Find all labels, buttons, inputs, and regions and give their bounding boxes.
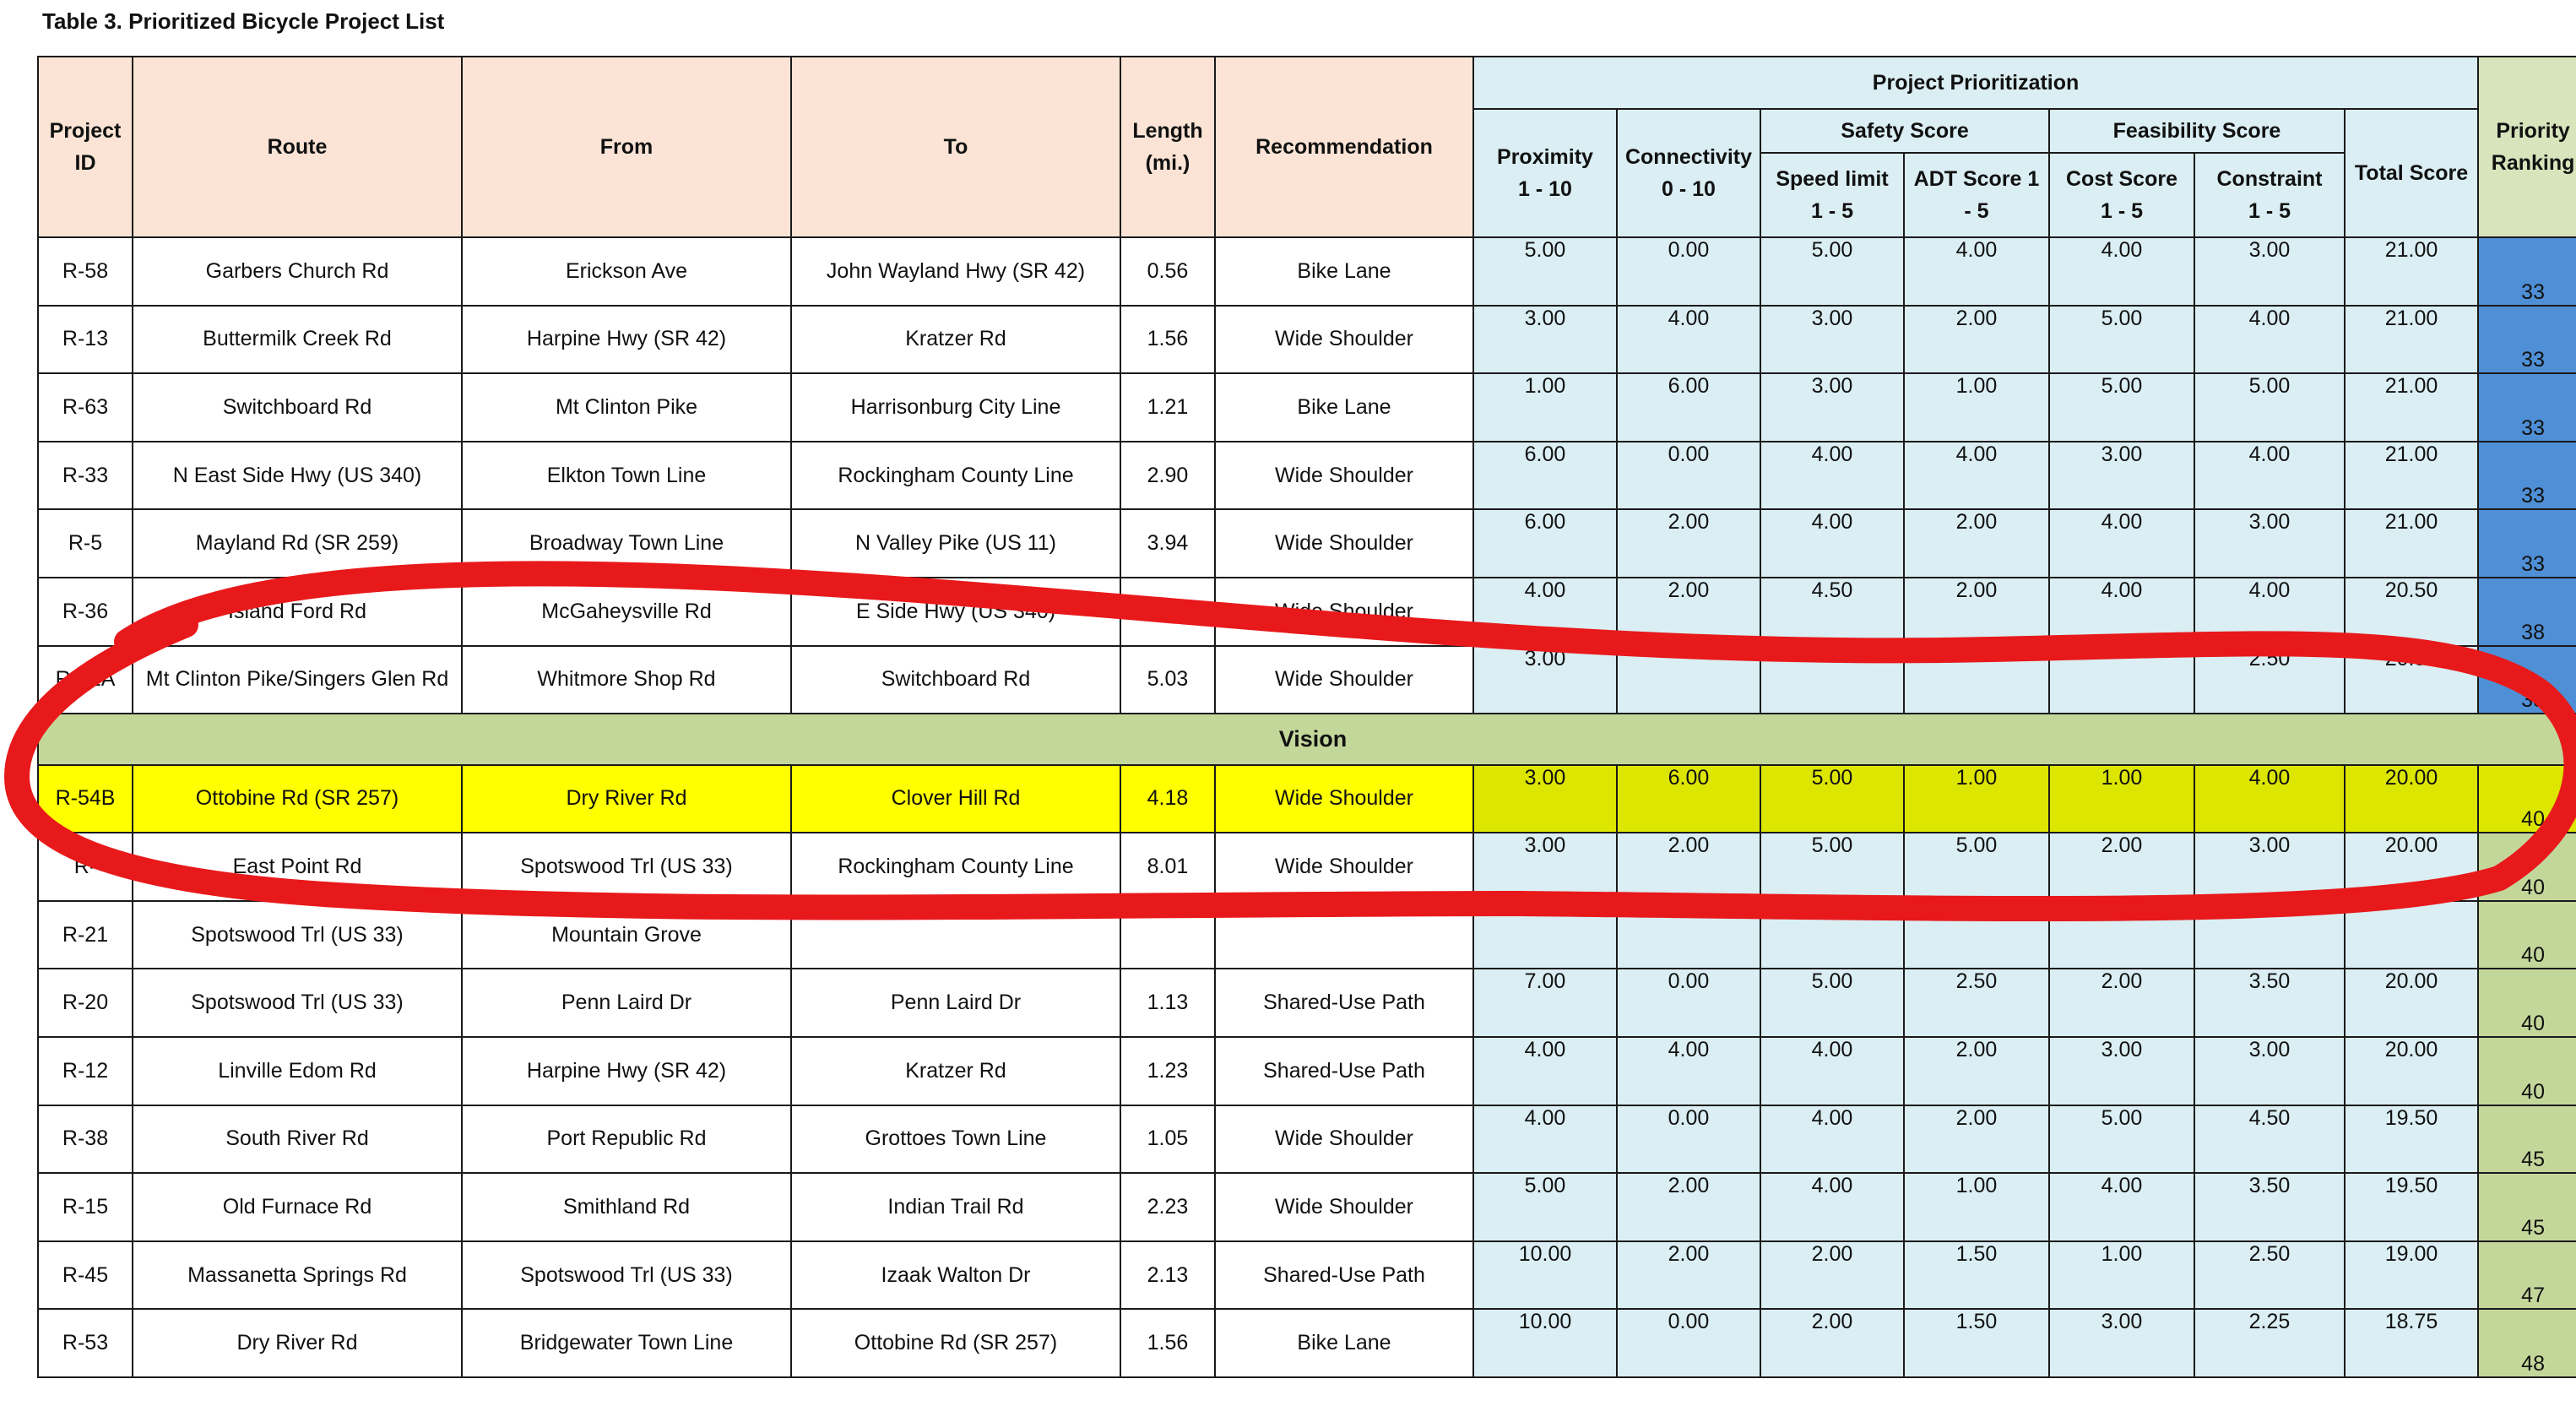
- table-row: [38, 833, 2576, 901]
- cell-proximity: 3.00: [1473, 646, 1617, 714]
- cell-to: Kratzer Rd: [791, 1037, 1120, 1105]
- cell-proximity: 4.00: [1473, 1037, 1617, 1105]
- cell-priority-ranking: 33: [2478, 442, 2576, 510]
- header-cost-score-range: 1 - 5: [2100, 199, 2144, 223]
- cell-speed-limit: 2.00: [1760, 1309, 1904, 1377]
- cell-priority-ranking: 40: [2478, 1037, 2576, 1105]
- header-feasibility-score: Feasibility Score: [2049, 109, 2345, 153]
- cell-total-score: 19.00: [2345, 1241, 2478, 1310]
- cell-proximity: 6.00: [1473, 509, 1617, 578]
- header-cost-score: [2049, 153, 2194, 237]
- cell-route: South River Rd: [133, 1105, 462, 1174]
- cell-route: Ottobine Rd (SR 257): [133, 765, 462, 833]
- cell-project-id: R-21: [38, 901, 133, 969]
- cell-speed-limit: 4.00: [1760, 1037, 1904, 1105]
- cell-recommendation: Shared-Use Path: [1215, 969, 1473, 1037]
- cell-constraint: 2.50: [2194, 1241, 2345, 1310]
- table-row: [38, 646, 2576, 714]
- cell-speed-limit: 4.00: [1760, 442, 1904, 510]
- cell-length: 0.56: [1120, 237, 1215, 306]
- cell-adt-score: 1.50: [1904, 1309, 2049, 1377]
- cell-to: Clover Hill Rd: [791, 765, 1120, 833]
- cell-total-score: 19.50: [2345, 1105, 2478, 1174]
- cell-project-id: R-36: [38, 578, 133, 646]
- cell-proximity: 1.00: [1473, 373, 1617, 442]
- cell-length: 4.18: [1120, 765, 1215, 833]
- cell-recommendation: Bike Lane: [1215, 237, 1473, 306]
- cell-connectivity: 0.00: [1617, 1309, 1760, 1377]
- cell-recommendation: Wide Shoulder: [1215, 442, 1473, 510]
- table-row: [38, 1241, 2576, 1310]
- cell-priority-ranking: 33: [2478, 509, 2576, 578]
- cell-from: Mountain Grove: [462, 901, 791, 969]
- cell-adt-score: 1.00: [1904, 373, 2049, 442]
- cell-speed-limit: 4.00: [1760, 1105, 1904, 1174]
- cell-priority-ranking: 40: [2478, 969, 2576, 1037]
- table-row: [38, 969, 2576, 1037]
- cell-route: Spotswood Trl (US 33): [133, 901, 462, 969]
- cell-total-score: 20.00: [2345, 1037, 2478, 1105]
- cell-total-score: [2345, 901, 2478, 969]
- cell-constraint: 3.50: [2194, 969, 2345, 1037]
- cell-proximity: 3.00: [1473, 306, 1617, 374]
- header-proximity-label: Proximity: [1497, 145, 1593, 169]
- header-connectivity-label: Connectivity: [1624, 145, 1753, 169]
- header-route: Route: [133, 57, 462, 237]
- header-connectivity: [1617, 109, 1760, 237]
- cell-cost-score: 4.00: [2049, 578, 2194, 646]
- cell-length: [1120, 901, 1215, 969]
- cell-route: Dry River Rd: [133, 1309, 462, 1377]
- cell-route: Spotswood Trl (US 33): [133, 969, 462, 1037]
- cell-route: Garbers Church Rd: [133, 237, 462, 306]
- cell-adt-score: 2.00: [1904, 1105, 2049, 1174]
- cell-connectivity: 2.00: [1617, 509, 1760, 578]
- cell-to: Harrisonburg City Line: [791, 373, 1120, 442]
- cell-constraint: 3.00: [2194, 1037, 2345, 1105]
- cell-project-id: R-62A: [38, 646, 133, 714]
- cell-to: E Side Hwy (US 340): [791, 578, 1120, 646]
- cell-priority-ranking: 45: [2478, 1105, 2576, 1174]
- cell-to: Ottobine Rd (SR 257): [791, 1309, 1120, 1377]
- cell-constraint: 3.50: [2194, 1173, 2345, 1241]
- cell-priority-ranking: 38: [2478, 578, 2576, 646]
- cell-constraint: [2194, 901, 2345, 969]
- table-row: [38, 442, 2576, 510]
- header-constraint-range: 1 - 5: [2248, 199, 2291, 223]
- cell-adt-score: 2.00: [1904, 306, 2049, 374]
- cell-route: Mt Clinton Pike/Singers Glen Rd: [133, 646, 462, 714]
- cell-proximity: 4.00: [1473, 578, 1617, 646]
- cell-length: 3.94: [1120, 509, 1215, 578]
- cell-priority-ranking: 38: [2478, 646, 2576, 714]
- header-project-prioritization: Project Prioritization: [1473, 57, 2478, 109]
- cell-speed-limit: 3.00: [1760, 306, 1904, 374]
- cell-adt-score: 2.00: [1904, 578, 2049, 646]
- cell-length: 1.56: [1120, 1309, 1215, 1377]
- cell-project-id: R-38: [38, 1105, 133, 1174]
- cell-to: [791, 901, 1120, 969]
- cell-from: Spotswood Trl (US 33): [462, 833, 791, 901]
- cell-project-id: R-53: [38, 1309, 133, 1377]
- cell-route: Massanetta Springs Rd: [133, 1241, 462, 1310]
- cell-proximity: 7.00: [1473, 969, 1617, 1037]
- header-speed-limit: [1760, 153, 1904, 237]
- cell-constraint: 3.00: [2194, 509, 2345, 578]
- cell-length: 1.21: [1120, 373, 1215, 442]
- cell-from: McGaheysville Rd: [462, 578, 791, 646]
- cell-length: 1.56: [1120, 306, 1215, 374]
- cell-cost-score: 4.00: [2049, 509, 2194, 578]
- cell-route: Island Ford Rd: [133, 578, 462, 646]
- cell-route: Switchboard Rd: [133, 373, 462, 442]
- cell-project-id: R-58: [38, 237, 133, 306]
- cell-to: Rockingham County Line: [791, 833, 1120, 901]
- cell-priority-ranking: 45: [2478, 1173, 2576, 1241]
- table-row: [38, 1309, 2576, 1377]
- cell-adt-score: 4.00: [1904, 442, 2049, 510]
- cell-project-id: R-54B: [38, 765, 133, 833]
- cell-proximity: 4.00: [1473, 1105, 1617, 1174]
- cell-connectivity: 0.00: [1617, 237, 1760, 306]
- header-constraint: [2194, 153, 2345, 237]
- cell-to: Izaak Walton Dr: [791, 1241, 1120, 1310]
- cell-cost-score: 4.00: [2049, 1173, 2194, 1241]
- cell-total-score: 21.00: [2345, 237, 2478, 306]
- cell-project-id: R-63: [38, 373, 133, 442]
- cell-proximity: 6.00: [1473, 442, 1617, 510]
- cell-total-score: 20.00: [2345, 833, 2478, 901]
- cell-total-score: 21.00: [2345, 509, 2478, 578]
- cell-length: 1.23: [1120, 1037, 1215, 1105]
- header-speed-limit-label: Speed limit: [1776, 167, 1889, 191]
- cell-priority-ranking: 33: [2478, 237, 2576, 306]
- bicycle-project-table: [37, 56, 2576, 1378]
- cell-proximity: [1473, 901, 1617, 969]
- table-row: [38, 901, 2576, 969]
- cell-recommendation: Wide Shoulder: [1215, 765, 1473, 833]
- cell-adt-score: [1904, 646, 2049, 714]
- cell-length: 2.67: [1120, 578, 1215, 646]
- cell-adt-score: 2.00: [1904, 1037, 2049, 1105]
- cell-constraint: 4.00: [2194, 442, 2345, 510]
- cell-cost-score: 4.00: [2049, 237, 2194, 306]
- cell-from: Erickson Ave: [462, 237, 791, 306]
- table-body: [38, 237, 2576, 1377]
- cell-route: Old Furnace Rd: [133, 1173, 462, 1241]
- table-row: [38, 509, 2576, 578]
- cell-connectivity: 6.00: [1617, 373, 1760, 442]
- table-row: [38, 373, 2576, 442]
- cell-recommendation: [1215, 901, 1473, 969]
- cell-from: Mt Clinton Pike: [462, 373, 791, 442]
- cell-recommendation: Wide Shoulder: [1215, 306, 1473, 374]
- cell-adt-score: 1.00: [1904, 765, 2049, 833]
- header-cost-score-label: Cost Score: [2066, 167, 2177, 191]
- cell-project-id: R-45: [38, 1241, 133, 1310]
- cell-speed-limit: 4.50: [1760, 578, 1904, 646]
- cell-priority-ranking: 33: [2478, 373, 2576, 442]
- cell-recommendation: Bike Lane: [1215, 1309, 1473, 1377]
- cell-connectivity: 2.00: [1617, 833, 1760, 901]
- cell-total-score: 21.00: [2345, 373, 2478, 442]
- cell-cost-score: 3.00: [2049, 442, 2194, 510]
- cell-connectivity: 0.00: [1617, 1105, 1760, 1174]
- vision-section-row: [38, 714, 2576, 764]
- cell-priority-ranking: 40: [2478, 833, 2576, 901]
- header-project-id: Project ID: [38, 57, 133, 237]
- cell-route: Buttermilk Creek Rd: [133, 306, 462, 374]
- cell-cost-score: 2.00: [2049, 833, 2194, 901]
- cell-from: Smithland Rd: [462, 1173, 791, 1241]
- cell-from: Dry River Rd: [462, 765, 791, 833]
- table-row: [38, 578, 2576, 646]
- cell-connectivity: 2.00: [1617, 578, 1760, 646]
- header-from: From: [462, 57, 791, 237]
- cell-length: 1.05: [1120, 1105, 1215, 1174]
- cell-from: Spotswood Trl (US 33): [462, 1241, 791, 1310]
- cell-connectivity: 6.00: [1617, 765, 1760, 833]
- cell-to: Grottoes Town Line: [791, 1105, 1120, 1174]
- cell-project-id: R-15: [38, 1173, 133, 1241]
- cell-speed-limit: 5.00: [1760, 969, 1904, 1037]
- cell-route: Mayland Rd (SR 259): [133, 509, 462, 578]
- cell-connectivity: 4.00: [1617, 1037, 1760, 1105]
- cell-speed-limit: 3.00: [1760, 373, 1904, 442]
- cell-length: 5.03: [1120, 646, 1215, 714]
- cell-project-id: R-33: [38, 442, 133, 510]
- cell-total-score: 21.00: [2345, 442, 2478, 510]
- cell-length: 2.90: [1120, 442, 1215, 510]
- cell-speed-limit: 4.00: [1760, 509, 1904, 578]
- cell-constraint: 2.50: [2194, 646, 2345, 714]
- table-row: [38, 306, 2576, 374]
- cell-recommendation: Shared-Use Path: [1215, 1037, 1473, 1105]
- cell-constraint: 4.00: [2194, 578, 2345, 646]
- cell-speed-limit: 5.00: [1760, 237, 1904, 306]
- header-recommendation: Recommendation: [1215, 57, 1473, 237]
- cell-from: Bridgewater Town Line: [462, 1309, 791, 1377]
- cell-cost-score: [2049, 646, 2194, 714]
- vision-label: Vision: [38, 714, 2576, 764]
- cell-connectivity: [1617, 646, 1760, 714]
- cell-speed-limit: 5.00: [1760, 765, 1904, 833]
- cell-adt-score: 4.00: [1904, 237, 2049, 306]
- header-to: To: [791, 57, 1120, 237]
- cell-priority-ranking: 40: [2478, 901, 2576, 969]
- header-total-score: Total Score: [2345, 109, 2478, 237]
- header-length: Length (mi.): [1120, 57, 1215, 237]
- cell-speed-limit: [1760, 646, 1904, 714]
- cell-length: 2.13: [1120, 1241, 1215, 1310]
- cell-to: Indian Trail Rd: [791, 1173, 1120, 1241]
- cell-project-id: R-13: [38, 306, 133, 374]
- cell-priority-ranking: 40: [2478, 765, 2576, 833]
- cell-length: 2.23: [1120, 1173, 1215, 1241]
- cell-proximity: 10.00: [1473, 1309, 1617, 1377]
- cell-recommendation: Wide Shoulder: [1215, 1173, 1473, 1241]
- cell-proximity: 3.00: [1473, 765, 1617, 833]
- cell-speed-limit: 5.00: [1760, 833, 1904, 901]
- cell-length: 8.01: [1120, 833, 1215, 901]
- table-row: [38, 237, 2576, 306]
- cell-speed-limit: [1760, 901, 1904, 969]
- cell-route: East Point Rd: [133, 833, 462, 901]
- cell-to: John Wayland Hwy (SR 42): [791, 237, 1120, 306]
- cell-adt-score: 1.50: [1904, 1241, 2049, 1310]
- header-speed-limit-range: 1 - 5: [1810, 199, 1854, 223]
- cell-speed-limit: 2.00: [1760, 1241, 1904, 1310]
- cell-route: Linville Edom Rd: [133, 1037, 462, 1105]
- cell-from: Broadway Town Line: [462, 509, 791, 578]
- cell-to: Rockingham County Line: [791, 442, 1120, 510]
- cell-recommendation: Wide Shoulder: [1215, 1105, 1473, 1174]
- cell-cost-score: 1.00: [2049, 1241, 2194, 1310]
- cell-recommendation: Wide Shoulder: [1215, 833, 1473, 901]
- cell-constraint: 3.00: [2194, 833, 2345, 901]
- cell-from: Harpine Hwy (SR 42): [462, 306, 791, 374]
- table-row: [38, 1037, 2576, 1105]
- cell-from: Harpine Hwy (SR 42): [462, 1037, 791, 1105]
- table-caption: Table 3. Prioritized Bicycle Project List: [42, 8, 445, 34]
- cell-cost-score: 5.00: [2049, 1105, 2194, 1174]
- cell-total-score: 21.00: [2345, 306, 2478, 374]
- header-priority-ranking: Priority Ranking: [2478, 57, 2576, 237]
- cell-total-score: 18.75: [2345, 1309, 2478, 1377]
- cell-cost-score: 2.00: [2049, 969, 2194, 1037]
- cell-proximity: 10.00: [1473, 1241, 1617, 1310]
- cell-recommendation: Bike Lane: [1215, 373, 1473, 442]
- cell-proximity: 5.00: [1473, 1173, 1617, 1241]
- cell-from: Elkton Town Line: [462, 442, 791, 510]
- cell-cost-score: 3.00: [2049, 1037, 2194, 1105]
- header-proximity-range: 1 - 10: [1518, 177, 1572, 201]
- cell-priority-ranking: 33: [2478, 306, 2576, 374]
- cell-speed-limit: 4.00: [1760, 1173, 1904, 1241]
- cell-adt-score: 5.00: [1904, 833, 2049, 901]
- cell-priority-ranking: 48: [2478, 1309, 2576, 1377]
- cell-total-score: 20.00: [2345, 765, 2478, 833]
- cell-total-score: 20.00: [2345, 969, 2478, 1037]
- cell-project-id: R-20: [38, 969, 133, 1037]
- cell-from: Whitmore Shop Rd: [462, 646, 791, 714]
- cell-from: Port Republic Rd: [462, 1105, 791, 1174]
- cell-constraint: 4.00: [2194, 306, 2345, 374]
- cell-adt-score: 1.00: [1904, 1173, 2049, 1241]
- header-connectivity-range: 0 - 10: [1662, 177, 1716, 201]
- cell-connectivity: [1617, 901, 1760, 969]
- header-adt-score: ADT Score 1 - 5: [1904, 153, 2049, 237]
- cell-project-id: R-5: [38, 509, 133, 578]
- cell-cost-score: 5.00: [2049, 373, 2194, 442]
- cell-recommendation: Wide Shoulder: [1215, 509, 1473, 578]
- cell-total-score: 20.50: [2345, 646, 2478, 714]
- cell-length: 1.13: [1120, 969, 1215, 1037]
- cell-total-score: 20.50: [2345, 578, 2478, 646]
- cell-connectivity: 2.00: [1617, 1173, 1760, 1241]
- cell-to: N Valley Pike (US 11): [791, 509, 1120, 578]
- cell-project-id: R-: [38, 833, 133, 901]
- cell-adt-score: [1904, 901, 2049, 969]
- cell-to: Penn Laird Dr: [791, 969, 1120, 1037]
- cell-priority-ranking: 47: [2478, 1241, 2576, 1310]
- cell-proximity: 5.00: [1473, 237, 1617, 306]
- cell-connectivity: 0.00: [1617, 969, 1760, 1037]
- cell-proximity: 3.00: [1473, 833, 1617, 901]
- cell-to: Kratzer Rd: [791, 306, 1120, 374]
- table-row: [38, 1105, 2576, 1174]
- cell-constraint: 2.25: [2194, 1309, 2345, 1377]
- header-proximity: [1473, 109, 1617, 237]
- cell-cost-score: [2049, 901, 2194, 969]
- cell-from: Penn Laird Dr: [462, 969, 791, 1037]
- cell-total-score: 19.50: [2345, 1173, 2478, 1241]
- header-constraint-label: Constraint: [2216, 167, 2323, 191]
- cell-recommendation: Wide Shoulder: [1215, 646, 1473, 714]
- cell-connectivity: 4.00: [1617, 306, 1760, 374]
- cell-route: N East Side Hwy (US 340): [133, 442, 462, 510]
- cell-adt-score: 2.00: [1904, 509, 2049, 578]
- cell-connectivity: 2.00: [1617, 1241, 1760, 1310]
- cell-cost-score: 1.00: [2049, 765, 2194, 833]
- cell-recommendation: Shared-Use Path: [1215, 1241, 1473, 1310]
- cell-adt-score: 2.50: [1904, 969, 2049, 1037]
- cell-cost-score: 5.00: [2049, 306, 2194, 374]
- cell-constraint: 4.00: [2194, 765, 2345, 833]
- table-row: [38, 1173, 2576, 1241]
- cell-constraint: 5.00: [2194, 373, 2345, 442]
- cell-project-id: R-12: [38, 1037, 133, 1105]
- table-row: [38, 765, 2576, 833]
- cell-to: Switchboard Rd: [791, 646, 1120, 714]
- cell-connectivity: 0.00: [1617, 442, 1760, 510]
- cell-cost-score: 3.00: [2049, 1309, 2194, 1377]
- header-safety-score: Safety Score: [1760, 109, 2049, 153]
- cell-constraint: 4.50: [2194, 1105, 2345, 1174]
- cell-recommendation: Wide Shoulder: [1215, 578, 1473, 646]
- cell-constraint: 3.00: [2194, 237, 2345, 306]
